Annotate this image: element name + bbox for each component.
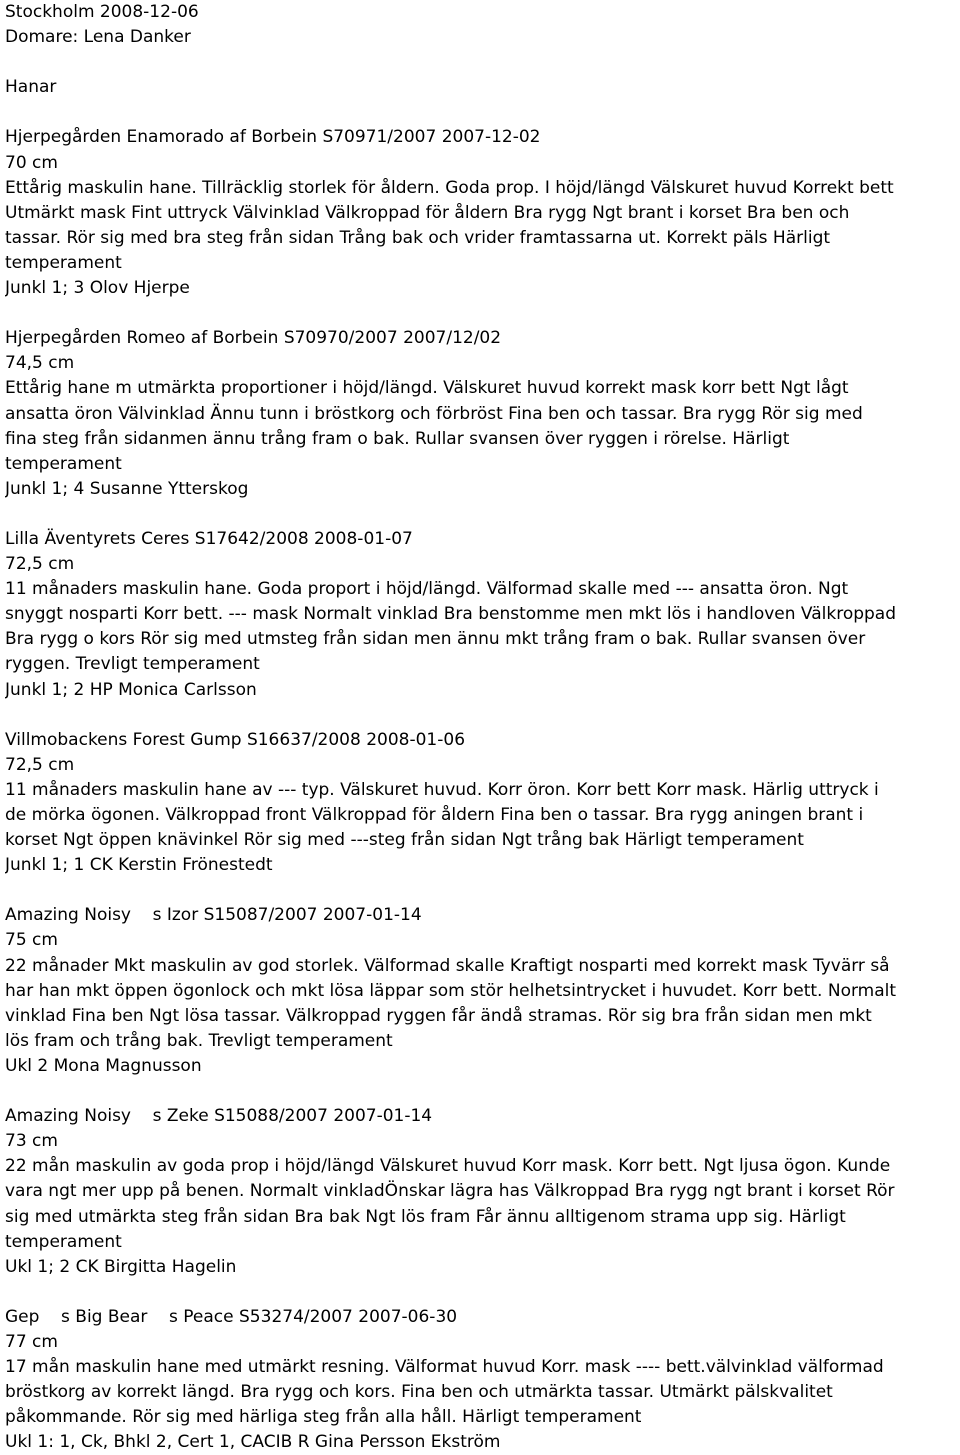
spacer — [5, 50, 960, 75]
critique-line: korset Ngt öppen knävinkel Rör sig med ---steg från sidan Ngt trång bak Härligt temperament — [5, 830, 804, 851]
critique-line: Ettårig maskulin hane. Tillräcklig storlek för åldern. Goda prop. I höjd/längd Välskuret huvud Korrekt bett — [5, 177, 894, 198]
critique-line: ryggen. Trevligt temperament — [5, 654, 260, 675]
dog-entry — [5, 125, 960, 301]
dog-height: 77 cm — [5, 1331, 58, 1352]
result-line: Junkl 1; 1 CK Kerstin Frönestedt — [5, 855, 273, 876]
critique-line: temperament — [5, 1231, 122, 1252]
critique-line: Utmärkt mask Fint uttryck Välvinklad Välkroppad för åldern Bra rygg Ngt brant i korset Bra ben och — [5, 202, 850, 223]
critique-line: 22 mån maskulin av goda prop i höjd/längd Välskuret huvud Korr mask. Korr bett. Ngt ljusa ögon. Kunde — [5, 1156, 891, 1177]
critique-line: Bra rygg o kors Rör sig med utmsteg från sidan men ännu mkt trång fram o bak. Rullar svansen över — [5, 629, 866, 650]
critique-line: temperament — [5, 453, 122, 474]
dog-name: Villmobackens Forest Gump S16637/2008 2008-01-06 — [5, 729, 466, 750]
dog-name: Lilla Äventyrets Ceres S17642/2008 2008-01-07 — [5, 528, 413, 549]
dog-entry — [5, 527, 960, 703]
dog-height: 73 cm — [5, 1131, 58, 1152]
spacer — [5, 301, 960, 326]
critique-line: vara ngt mer upp på benen. Normalt vinkladÖnskar lägra has Välkroppad Bra rygg ngt brant i korset Rör — [5, 1181, 895, 1202]
critique-line: ansatta öron Välvinklad Ännu tunn i bröstkorg och förbröst Fina ben och tassar. Bra rygg Rör sig med — [5, 403, 863, 424]
dog-entry — [5, 326, 960, 502]
result-line: Ukl 1; 2 CK Birgitta Hagelin — [5, 1256, 237, 1277]
critique-line: 22 månader Mkt maskulin av god storlek. Välformad skalle Kraftigt nosparti med korrekt mask Tyvärr så — [5, 955, 890, 976]
dog-height: 72,5 cm — [5, 554, 75, 575]
section-heading: Hanar — [5, 77, 57, 98]
spacer — [5, 502, 960, 527]
result-line: Ukl 2 Mona Magnusson — [5, 1055, 202, 1076]
result-line: Junkl 1; 2 HP Monica Carlsson — [5, 679, 257, 700]
result-line: Junkl 1; 3 Olov Hjerpe — [5, 278, 190, 299]
dog-height: 70 cm — [5, 152, 58, 173]
spacer — [5, 1079, 960, 1104]
result-line: Junkl 1; 4 Susanne Ytterskog — [5, 478, 249, 499]
critique-line: påkommande. Rör sig med härliga steg från alla håll. Härligt temperament — [5, 1407, 642, 1428]
dog-name: Amazing Noisy s Izor S15087/2007 2007-01-14 — [5, 905, 422, 926]
critique-line: lös fram och trång bak. Trevligt temperament — [5, 1030, 393, 1051]
critique-line: 11 månaders maskulin hane av --- typ. Välskuret huvud. Korr öron. Korr bett Korr mask. Härlig uttryck i — [5, 779, 879, 800]
critique-line: vinklad Fina ben Ngt lösa tassar. Välkroppad ryggen får ändå stramas. Rör sig bra från sidan men mkt — [5, 1005, 872, 1026]
place-date: Stockholm 2008-12-06 — [5, 2, 199, 22]
critique-line: Ettårig hane m utmärkta proportioner i höjd/längd. Välskuret huvud korrekt mask korr bett Ngt lågt — [5, 378, 849, 399]
spacer — [5, 878, 960, 903]
critique-line: sig med utmärkta steg från sidan Bra bak Ngt lös fram Får ännu alltigenom strama upp sig. Härligt — [5, 1206, 846, 1227]
critique-line: fina steg från sidanmen ännu trång fram o bak. Rullar svansen över ryggen i rörelse. Härligt — [5, 428, 790, 449]
dog-height: 75 cm — [5, 930, 58, 951]
spacer — [5, 703, 960, 728]
result-line: Ukl 1: 1, Ck, Bhkl 2, Cert 1, CACIB R Gina Persson Ekström — [5, 1432, 501, 1453]
dog-name: Amazing Noisy s Zeke S15088/2007 2007-01-14 — [5, 1106, 433, 1127]
dog-entry — [5, 1104, 960, 1280]
dog-entry — [5, 1305, 960, 1455]
dog-height: 74,5 cm — [5, 353, 75, 374]
critique-line: har han mkt öppen ögonlock och mkt lösa läppar som stör helhetsintrycket i huvudet. Korr bett. Normalt — [5, 980, 897, 1001]
dog-height: 72,5 cm — [5, 754, 75, 775]
judge: Domare: Lena Danker — [5, 27, 191, 48]
critique-line: 17 mån maskulin hane med utmärkt resning. Välformat huvud Korr. mask ---- bett.välvinklad välformad — [5, 1357, 884, 1378]
critique-line: snyggt nosparti Korr bett. --- mask Normalt vinklad Bra benstomme men mkt lös i handloven Välkroppad — [5, 604, 897, 625]
critique-line: de mörka ögonen. Välkroppad front Välkroppad för åldern Fina ben o tassar. Bra rygg aningen brant i — [5, 805, 864, 825]
critique-line: tassar. Rör sig med bra steg från sidan Trång bak och vrider framtassarna ut. Korrekt päls Härligt — [5, 227, 831, 248]
critique-line: 11 månaders maskulin hane. Goda proport i höjd/längd. Välformad skalle med --- ansatta öron. Ngt — [5, 579, 849, 600]
dog-entry — [5, 903, 960, 1079]
spacer — [5, 100, 960, 125]
dog-name: Hjerpegården Enamorado af Borbein S70971/2007 2007-12-02 — [5, 127, 541, 148]
dog-entry — [5, 728, 960, 879]
critique-line: bröstkorg av korrekt längd. Bra rygg och kors. Fina ben och utmärkta tassar. Utmärkt pälskvalitet — [5, 1382, 833, 1403]
dog-name: Gep s Big Bear s Peace S53274/2007 2007-06-30 — [5, 1306, 458, 1327]
dog-name: Hjerpegården Romeo af Borbein S70970/2007 2007/12/02 — [5, 328, 502, 349]
critique-line: temperament — [5, 252, 122, 273]
spacer — [5, 1280, 960, 1305]
